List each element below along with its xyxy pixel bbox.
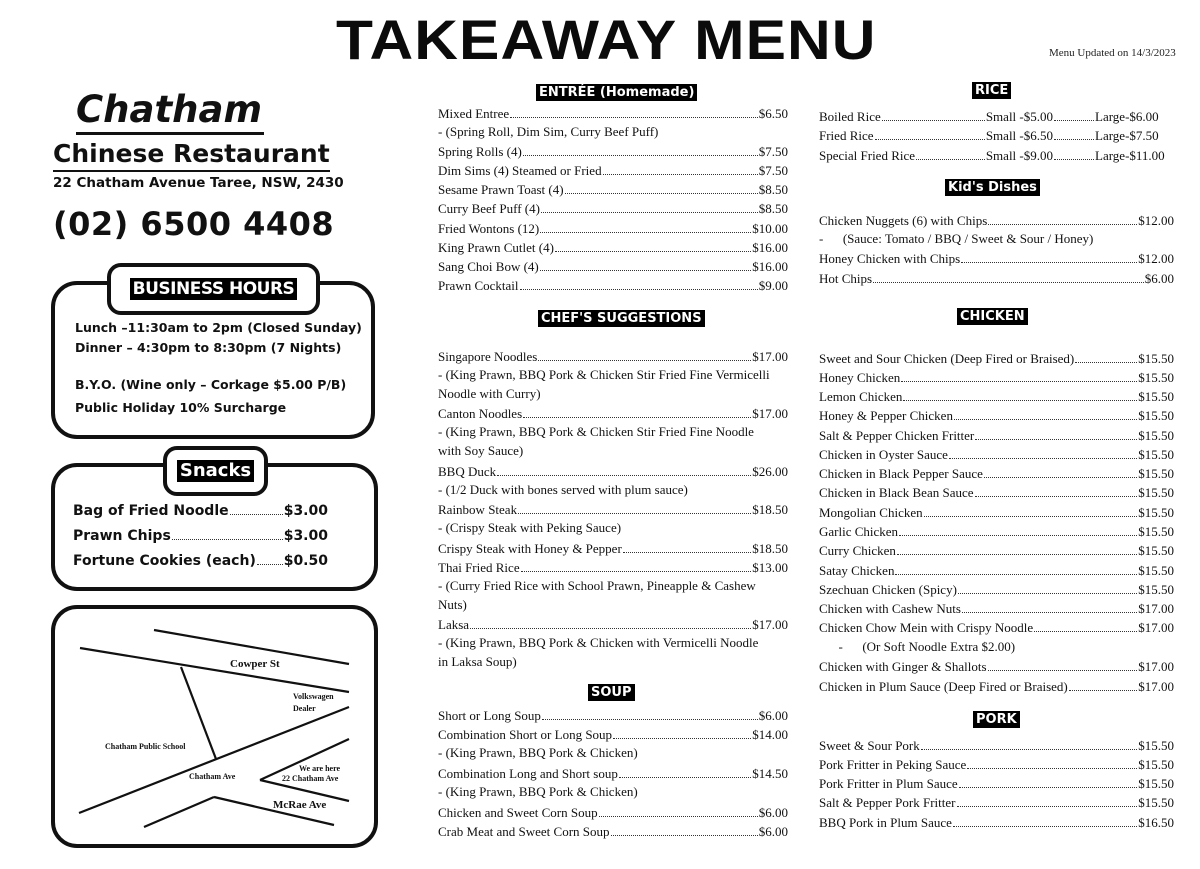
menu-item: Pork Fritter in Plum Sauce $15.50: [819, 776, 1174, 791]
restaurant-name: Chatham: [76, 88, 264, 135]
menu-item: Spring Rolls (4) $7.50: [438, 144, 788, 159]
restaurant-subtitle: Chinese Restaurant: [53, 138, 330, 172]
menu-item: Curry Chicken $15.50: [819, 543, 1174, 558]
menu-item: Honey Chicken $15.50: [819, 370, 1174, 385]
item-note: - (Sauce: Tomato / BBQ / Sweet & Sour / Honey): [819, 231, 1094, 246]
item-note: - (Crispy Steak with Peking Sauce): [438, 520, 622, 535]
section-heading-soup: SOUP: [588, 684, 635, 701]
menu-item: Chicken in Oyster Sauce $15.50: [819, 447, 1174, 462]
rice-item: Special Fried Rice Small -$9.00 Large-$11.00: [819, 148, 1165, 163]
rice-item: Fried Rice Small -$6.50 Large-$7.50: [819, 128, 1159, 143]
svg-text:McRae Ave: McRae Ave: [273, 799, 327, 811]
menu-item: Curry Beef Puff (4) $8.50: [438, 201, 788, 216]
menu-updated-date: Menu Updated on 14/3/2023: [1049, 47, 1176, 59]
menu-item: Dim Sims (4) Steamed or Fried $7.50: [438, 163, 788, 178]
item-note: with Soy Sauce): [438, 443, 524, 458]
menu-item: Chicken in Plum Sauce (Deep Fired or Braised) $17.00: [819, 679, 1174, 694]
restaurant-address: 22 Chatham Avenue Taree, NSW, 2430: [53, 175, 344, 191]
section-heading-rice: RICE: [972, 82, 1011, 99]
menu-item: Sweet & Sour Pork $15.50: [819, 738, 1174, 753]
section-heading-kids: Kid's Dishes: [945, 179, 1040, 196]
menu-item: King Prawn Cutlet (4) $16.00: [438, 240, 788, 255]
menu-item: Hot Chips $6.00: [819, 271, 1174, 286]
section-heading-entree: ENTRÉE (Homemade): [536, 84, 697, 101]
menu-item: Chicken in Black Bean Sauce $15.50: [819, 485, 1174, 500]
menu-item: Chicken Chow Mein with Crispy Noodle $17.00: [819, 620, 1174, 635]
section-heading-pork: PORK: [973, 711, 1020, 728]
menu-item: Sweet and Sour Chicken (Deep Fired or Braised) $15.50: [819, 351, 1174, 366]
menu-item: Pork Fritter in Peking Sauce $15.50: [819, 757, 1174, 772]
menu-item: Chicken in Black Pepper Sauce $15.50: [819, 466, 1174, 481]
byo-note: B.Y.O. (Wine only – Corkage $5.00 P/B): [75, 377, 347, 392]
snacks-label: Snacks: [177, 460, 254, 482]
svg-text:Dealer: Dealer: [293, 704, 316, 713]
menu-item: Short or Long Soup $6.00: [438, 708, 788, 723]
menu-item: Szechuan Chicken (Spicy) $15.50: [819, 582, 1174, 597]
business-hours-label: BUSINESS HOURS: [130, 278, 298, 300]
menu-item: Prawn Cocktail $9.00: [438, 278, 788, 293]
restaurant-phone: (02) 6500 4408: [53, 205, 335, 243]
item-note: - (King Prawn, BBQ Pork & Chicken with Vermicelli Noodle: [438, 635, 759, 650]
location-map: [51, 605, 378, 848]
menu-item: Mixed Entree $6.50: [438, 106, 788, 121]
svg-text:Chatham Public School: Chatham Public School: [105, 742, 186, 751]
menu-item: Sesame Prawn Toast (4) $8.50: [438, 182, 788, 197]
item-note: - (Spring Roll, Dim Sim, Curry Beef Puff): [438, 124, 659, 139]
menu-item: Salt & Pepper Pork Fritter $15.50: [819, 795, 1174, 810]
section-heading-chefs: CHEF'S SUGGESTIONS: [538, 310, 705, 327]
menu-item: Combination Short or Long Soup $14.00: [438, 727, 788, 742]
item-note: Nuts): [438, 597, 467, 612]
menu-item: Laksa $17.00: [438, 617, 788, 632]
section-heading-chicken: CHICKEN: [957, 308, 1028, 325]
item-note: - (1/2 Duck with bones served with plum sauce): [438, 482, 688, 497]
menu-item: Satay Chicken $15.50: [819, 563, 1174, 578]
item-note: in Laksa Soup): [438, 654, 517, 669]
menu-item: Singapore Noodles $17.00: [438, 349, 788, 364]
menu-item: BBQ Duck $26.00: [438, 464, 788, 479]
item-note: - (King Prawn, BBQ Pork & Chicken): [438, 745, 638, 760]
hours-lunch: Lunch –11:30am to 2pm (Closed Sunday): [75, 320, 362, 335]
menu-item: Sang Choi Bow (4) $16.00: [438, 259, 788, 274]
snack-item: Prawn Chips $3.00: [73, 528, 328, 544]
svg-text:Volkswagen: Volkswagen: [293, 692, 334, 701]
menu-item: Honey & Pepper Chicken $15.50: [819, 408, 1174, 423]
svg-text:22 Chatham Ave: 22 Chatham Ave: [282, 774, 339, 783]
menu-item: Fried Wontons (12) $10.00: [438, 221, 788, 236]
menu-item: Crab Meat and Sweet Corn Soup $6.00: [438, 824, 788, 839]
menu-item: Salt & Pepper Chicken Fritter $15.50: [819, 428, 1174, 443]
menu-item: Rainbow Steak $18.50: [438, 502, 788, 517]
menu-item: Chicken and Sweet Corn Soup $6.00: [438, 805, 788, 820]
snacks-heading: [163, 446, 268, 496]
menu-item: Chicken with Ginger & Shallots $17.00: [819, 659, 1174, 674]
item-note: Noodle with Curry): [438, 386, 541, 401]
surcharge-note: Public Holiday 10% Surcharge: [75, 400, 287, 415]
business-hours-heading: [107, 263, 320, 315]
svg-text:Cowper St: Cowper St: [230, 658, 280, 670]
item-note: - (Curry Fried Rice with School Prawn, Pineapple & Cashew: [438, 578, 756, 593]
menu-item: Thai Fried Rice $13.00: [438, 560, 788, 575]
menu-item: Honey Chicken with Chips $12.00: [819, 251, 1174, 266]
svg-text:We are here: We are here: [299, 764, 341, 773]
item-note: - (Or Soft Noodle Extra $2.00): [819, 639, 1016, 654]
menu-item: Chicken with Cashew Nuts $17.00: [819, 601, 1174, 616]
menu-item: Chicken Nuggets (6) with Chips $12.00: [819, 213, 1174, 228]
snack-item: Bag of Fried Noodle $3.00: [73, 503, 328, 519]
menu-title: TAKEAWAY MENU: [336, 8, 877, 71]
menu-item: Garlic Chicken $15.50: [819, 524, 1174, 539]
snack-item: Fortune Cookies (each) $0.50: [73, 553, 328, 569]
menu-item: Lemon Chicken $15.50: [819, 389, 1174, 404]
item-note: - (King Prawn, BBQ Pork & Chicken Stir Fried Fine Noodle: [438, 424, 754, 439]
svg-text:Chatham Ave: Chatham Ave: [189, 772, 236, 781]
item-note: - (King Prawn, BBQ Pork & Chicken): [438, 784, 638, 799]
menu-item: BBQ Pork in Plum Sauce $16.50: [819, 815, 1174, 830]
rice-item: Boiled Rice Small -$5.00 Large-$6.00: [819, 109, 1159, 124]
menu-item: Combination Long and Short soup $14.50: [438, 766, 788, 781]
item-note: - (King Prawn, BBQ Pork & Chicken Stir Fried Fine Vermicelli: [438, 367, 770, 382]
menu-item: Canton Noodles $17.00: [438, 406, 788, 421]
menu-item: Crispy Steak with Honey & Pepper $18.50: [438, 541, 788, 556]
hours-dinner: Dinner – 4:30pm to 8:30pm (7 Nights): [75, 340, 342, 355]
menu-item: Mongolian Chicken $15.50: [819, 505, 1174, 520]
